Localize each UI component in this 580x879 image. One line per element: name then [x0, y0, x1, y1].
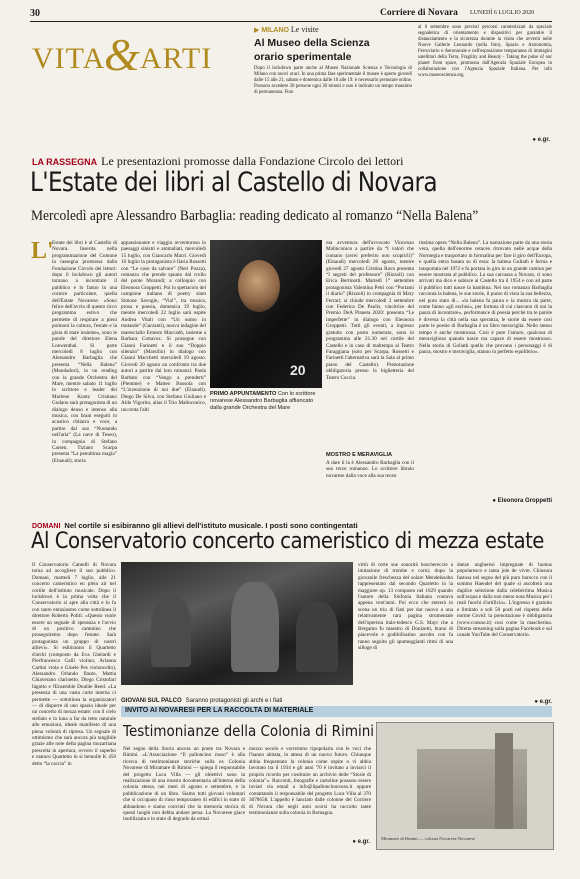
- museum-kicker-place: MILANO: [261, 27, 289, 34]
- feature-photo-caption: [210, 391, 322, 412]
- colony-col2: mezzo secolo e vorremmo ripopolarla con le voci che l'hanno abitata, in attesa di un nuovo futuro. Chiunque abbia frequentato la colonia come ospite o vi abbia lavorato tra il 1934 e gli anni '70 è invitato a inviarci il proprio ricordo per costituire un archivio delle “Storie di colonia”». Racconti, fotografie e cartoline possono essere inviati via email a info@ilpalloncinorosso.it oppure contattando il responsabile del progetto Luca Villa al 370 3078658. L'appello è lanciato dalle colonne del Corriere di Novara che negli anni scorsi ha raccolto tante testimonianze sulla colonia in Romagna.: [249, 746, 371, 817]
- page-number: 30: [30, 8, 40, 19]
- concert-photo-caption: [121, 689, 353, 707]
- concert-signature: ● e.gr.: [534, 699, 552, 705]
- colony-photo: [376, 722, 554, 850]
- section-logo-amp: &: [104, 29, 140, 80]
- section-logo-left: VITA: [32, 42, 106, 75]
- feature-signature: ● Eleonora Groppetti: [492, 498, 552, 504]
- feature-photo-label: PRIMO APPUNTAMENTO: [210, 391, 277, 397]
- concert-kicker-label: DOMANI: [32, 523, 61, 530]
- feature-kicker-text: Le presentazioni promosse dalla Fondazione Circolo dei lettori: [101, 154, 404, 168]
- concert-photo-label: GIOVANI SUL PALCO: [121, 698, 182, 704]
- feature-col2: appassionante e viaggio avventuroso in paesaggi sinistri e ammaliati, mercoledì 15 luglio, con Giancarlo Macrì. Giovedì 16 luglio la protagonista è Ilaria Rossetti con “Le cose da salvare” (Neri Pozza), romanzo che prende spunto dal crollo del ponte Morandi; a colloquio con Eleonora Groppetti. Poi lo spettacolo del campione italiano di poetry slam Simone Savogin, “Via!”, tra musica, prosa e poesia, domenica 19 luglio, mentre mercoledì 22 luglio sarà ospite Andrea Vitali con “Un uomo in mutande” (Garzanti), nuova indagine del maresciallo Ernesto Maccadò, insieme a Barbara Cottavoz. Si prosegue con Gianni Farinetti e il suo “Doppio silenzio” (Marsilio) in dialogo con Gianni Macchetti mercoledì 19 agosto. Giovedì 20 agosto un confronto tra due autori a partire dai loro romanzi: Paola Barbato con “Vengo a prenderti” (Piemme) e Matteo Bussola con “L'invenzione di noi due” (Einaudi). Diego De Silva, con Stefano Giuliano e Aldo Vigorito, alias il Trio Malinconico, racconta l'alti: [121, 240, 206, 413]
- museum-kicker: [254, 25, 319, 34]
- concert-kicker-text: Nel cortile si esibiranno gli allievi dell'istituto musicale. I posti sono contingentati: [64, 521, 358, 530]
- museum-col1: Dopo il lockdown parte anche al Museo Nazionale Scienza e Tecnologia di Milano con nuovi orari. In una prima fase sperimentale il museo è aperto giovedì dalle 15 alle 21, sabato e domenica dalle 10 alle 19: è necessario prenotare online. Possono accedere 30 persone ogni 30 minuti e non è indicato un tempo massimo di permanenza. Fino: [254, 66, 412, 95]
- museum-title-line2: orario sperimentale: [254, 51, 352, 63]
- section-logo-right: ARTI: [140, 42, 213, 75]
- musician-shape-1: [151, 597, 191, 667]
- colony-headline: Testimonianze della Colonia di Rimini: [123, 722, 375, 740]
- feature-subhead: Mercoledì apre Alessandro Barbaglia: reading dedicato al romanzo “Nella Balena”: [31, 208, 479, 224]
- concert-photo-text: Saranno protagonisti gli archi e i fiati: [185, 698, 283, 704]
- paper-name: Corriere di Novara: [380, 8, 458, 18]
- page-header: [30, 8, 550, 20]
- triangle-bullet-icon: ▶: [254, 27, 260, 34]
- colony-tower: [495, 733, 513, 829]
- colony-photo-caption: Miramare di Rimini — colonia Novarese Novarese: [381, 836, 476, 841]
- museum-signature: ● e.gr.: [532, 137, 550, 143]
- musician-shape-3: [296, 602, 338, 672]
- feature-photo-text: Con lo scrittore novarese Alessandro Barbaglia affiancato dalla grande Orchestra del Mare: [210, 391, 316, 411]
- concert-headline: Al Conservatorio concerto cameristico di mezza estate: [31, 529, 544, 554]
- header-rule: [30, 21, 552, 22]
- section-logo: [32, 29, 242, 82]
- feature-dropcap: L': [31, 238, 54, 264]
- concert-col1: Il Conservatorio Cantelli di Novara torna ad accogliere il suo pubblico. Domani, martedì 7 luglio, alle 21 concerto cameristico en plein air nel cortile dell'istituto musicale. Dopo il lockdown è la prima volta che il Conservatorio si apre alla città e lo fa con tanto entusiasmo come sottolinea il direttore Roberto Politi: «Questo vuole essere un segnale di speranza e l'avvio di un positivo cammino che proseguiremo dopo l'estate. Sarà protagonista un gruppo di nostri allievi». Si esibiranno il Quartetto d'archi (composto da Eva Ghelardi e Pierfrancesco Galli violino, Arianna Cartini viola e Gioele Pes violoncello), Alessandro Orlando flauto, Mattia Chiaverano clarinetto, Diego Cristofari fagotto e l'Ensemble Double Reed. «La presenza di una vasta corte interna ci permette — sottolinea la organizzatori — di disporre di uno spazio ideale per un concerto di mezza estate: con il cielo stellato e la luna a far da tetto naturale alle emozioni, ideale manifesto di una piena volontà di ripresa. Un segnale di ottimismo che sarà ancora più tangibile grazie alle note della pagina mozartiana prescelta in apertura, ovvero il superbo e maturo Quartetto in si bemolle K 458 detto “la caccia” in: [32, 562, 116, 767]
- feature-col3-subhead: MOSTRO E MERAVIGLIA: [326, 452, 393, 458]
- concert-photo: [121, 562, 353, 685]
- feature-col1-cont: [32, 266, 117, 511]
- musician-shape-2: [231, 582, 279, 672]
- issue-date: LUNEDÌ 6 LUGLIO 2020: [470, 10, 535, 16]
- feature-col3b: A dare il la è Alessandro Barbaglia con il suo terzo romanzo. Lo scrittore libraio novarese dalla voce alla sua recen: [326, 460, 414, 479]
- feature-col4: tissima opera “Nella Balena”. La narrazione parte da una storia vera, quella dell'enorme cetaceo ritrovato nelle acque della Normegia e trasportato in formalina per fare il giro dell'Europa, e quella entra basata su di essa: la balena Goliath è ferma e trasportata nel 1972 e fu portata in giro in un grande camion per essere mostrata al pubblico. La sua carcassa a Novara, ci sono arrivati ma dico e subisce ai Castello tra il 1954 e con ad parte il pubblico tutti nasce la bambina. Nel suo romanzo Barbaglia racconta la balena, le sue storie, il punto di vista la sua bellezza, nel puro stato di... «la balena fa paura e la mostra da parte, come fanno «gli esclusi», per fortuna di cui ciascuno di noi la paura di incontrare», performance di poesia perché tra le parole è diversa la città nella sua speranza, le storie da essere così parte le poesie di Barbaglia è un libro meraviglia. Nello stesso tempo è anche mostruosa. Così è pure l'amore, qualcosa di meraviglioso quando nasce ma capace di essere mostruoso. Nella storia di Goliath quello che provano i personaggi è di paura, mostro e meraviglia, stanno in perfetto equilibrio».: [419, 240, 552, 355]
- feature-headline: L'Estate dei libri al Castello di Novara: [30, 167, 437, 198]
- colony-signature: ● e.gr.: [352, 839, 370, 845]
- author-portrait: [238, 260, 280, 312]
- colony-kicker-band: [121, 706, 552, 717]
- colony-kicker: INVITO AI NOVARESI PER LA RACCOLTA DI MATERIALE: [125, 707, 314, 714]
- museum-kicker-topic: Le visite: [290, 25, 319, 34]
- feature-col1: Estate dei libri è al Castello di Novara. Inserita nella programmazione del Comune la rassegna promossa dalla Fondazione Circolo dei lettori: dopo il lockdown gli autori tornano a incontrare il pubblico e lo fanno in una cornice particolare, quella dell'Estate Novarese. «Sono felice dell'avvio di questo ricco programma estivo che permette di respirare a pieni polmoni la cultura, l'estate e la gioia di stare insieme», sono le parole del direttore Elena Loewenthal. Si parte mercoledì 8 luglio con Alessandro Barbaglia che presenta “Nella Balena” (Mondadori), in un reading con la grande Orchestra del Mare, mentre sabato 11 luglio lo scrittore e leader dei Marlene Kuntz Cristiano Godano sarà protagonista di un dialogo denso e intenso alla musica, con brani eseguiti in acustico chitarra e voce, a partire dal suo “Nuotando nell'aria” (La nave di Teseo), in compagnia di Stefano Carsen. Tiziano Scarpa presenta “La penultima magia” (Einaudi), storia: [52, 240, 117, 464]
- feature-photo: [210, 240, 322, 388]
- museum-col2: al 6 settembre sono previsti percorsi caratterizzati da speciale segnaletica di orientamento e dispositivi per garantire il distanziamento e la sicurezza durante la visita che avverrà nelle Nuove Gallerie Leonardo (nella foto), Spazio e Astronomia, Ferroviario e Aeronavale e nell'esposizione temporanea di immagini satellitari della Terra, Fragility and Beauty - Taking the pulse of our planet from space, promossa dall'Agenzia Spaziale Europea in collaborazione con l'Agenzia Spaziale Italiana. Per info www.museoscienza.org.: [418, 25, 552, 78]
- museum-title-line1: Al Museo della Scienza: [254, 37, 370, 49]
- photo-mark: 20: [290, 362, 306, 378]
- concert-col4: virtù di certe sue sonorità boschereccie a imitazione di trombe e corni; dopo la giovanile freschezza del solare Mendelssohn rappresentato dal secondo Quartetto in la maggiore op. 13 composto nel 1829 quando l'autore della Sinfonia Italiana contava appena vent'anni. Poi ecco che entrerà in scena un trio di fiati per dar nuovo a una relativamente rara pagina strumentale dell'operista italo-tedesco G.S. Mayr che a Bergamo fu maestro di Donizetti, brano di piacevole e godibilissimo ascolto con fa ranno seguito gli spumeggianti ritmi di una silloge di: [358, 562, 453, 652]
- concert-col5: danze ungheresi impregnate di humus popolaresco e tanta joie de vivre. Chiusura fastosa nel segno del più puro barocco con il sommo Haendel del quale si ascolterà una duplice selezione dalla celebérrima Musica sull'acqua e dalla non meno nota Musica per i reali fuochi d'artificio». L'ingresso è gratuito e limitato a soli 50 posti nel rispetto delle norme Covid: la prenotazione è obbligatoria (www.consno.it) così come la mascherina. Diretta streaming sulla pagina Facebook e sul canale YouTube del Conservatorio.: [457, 562, 552, 639]
- colony-col1: Nel segno della Storia ancora un ponte tra Novara e Rimini. «L'Associazione “Il palloncino rosso” è alla ricerca di testimonianze storiche sulla ex Colonia Novarese di Miramare di Rimini — spiega il responsabile del progetto Luca Villa — gli obiettivi sono la realizzazione di una mostra documentaria all'interno della colonia stessa, nei mesi di agosto e settembre, e la pubblicazione di un libro. Siamo tutti giovani volontari che si occupano di riuso temporaneo di edifici in stato di abbandono e siamo convinti che la memoria storica di questi luoghi non debba andare persa. La Novarese giace inutilizzata e in stato di degrado da ormai: [123, 746, 245, 823]
- feature-kicker-label: LA RASSEGNA: [32, 157, 98, 167]
- feature-col3: ma avventura dell'avvocato Vincenzo Malinconico a partire da “I valori che contano (avrei preferito non scoprirli)” (Einaudi) mercoledì 26 agosto, mentre giovedì 27 agosto Cristina Rava presenta “I segreti del professore” (Rizzoli) con Erica Bertinotti. Martedì 1° settembre protagonista Valentina Petri con “Portami il diario” (Rizzoli) in compagnia di Mary Ferrari; si chiude mercoledì 2 settembre con Federica De Paolis, vincitrice del Premio DeA Planeta 2020: presenta “Le imperfette” in dialogo con Eleonora Groppetti. Tutti gli eventi, a ingresso gratuito con posto numerato, sono in programma alle 21.30 nel cortile del Castello e in caso di maltempo al Teatro Faraggiana (solo per Scarpa, Rossetti e Farinetti l'alternativa sarà la Sala al primo piano del Castello). Prenotazione obbligatoria presso la biglietteria del Teatro Coccia.: [326, 240, 414, 381]
